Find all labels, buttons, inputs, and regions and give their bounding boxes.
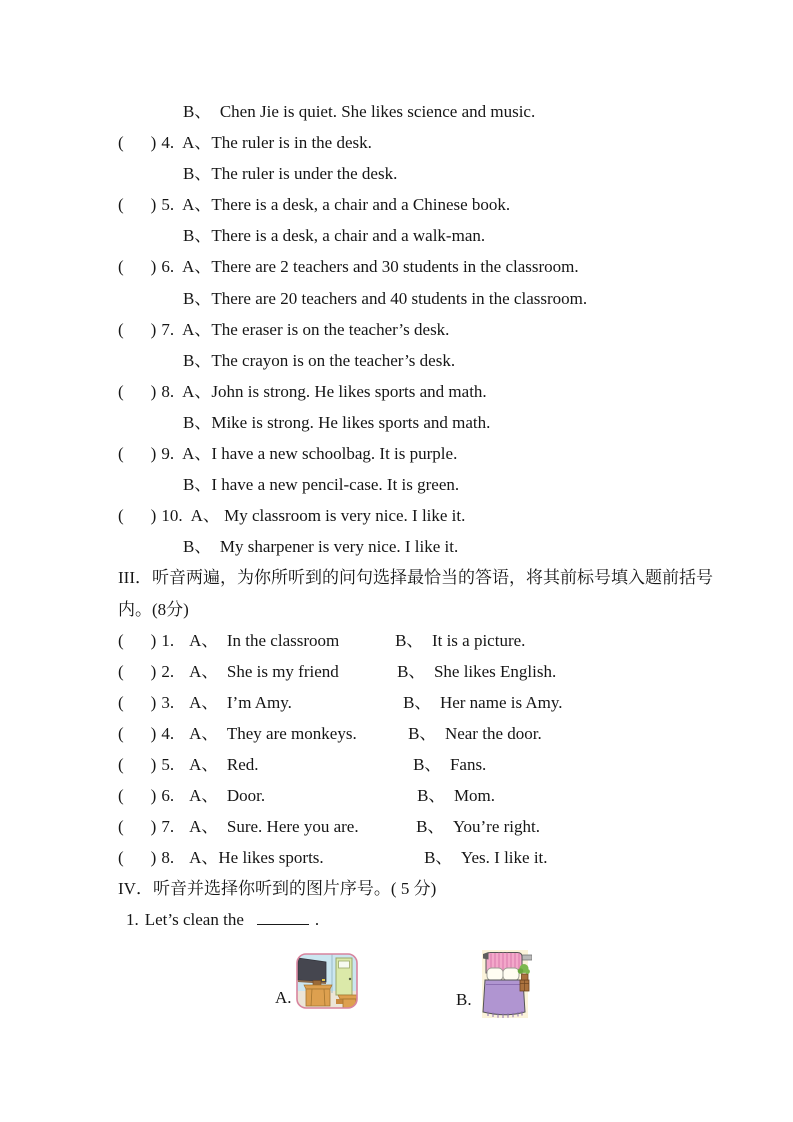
question-number: 1. bbox=[161, 630, 175, 650]
close-paren: ) bbox=[150, 848, 157, 868]
option-b-label: B、 bbox=[413, 754, 442, 774]
option-b-label: B、 bbox=[395, 630, 424, 650]
option-b-text: My sharpener is very nice. I like it. bbox=[211, 537, 459, 557]
question-number: 3. bbox=[161, 692, 175, 712]
classroom-picture bbox=[296, 953, 358, 1009]
student-desk-top bbox=[338, 995, 358, 999]
option-b-label: B、 bbox=[403, 692, 432, 712]
picture-a-label: A. bbox=[275, 987, 292, 1007]
option-b-text: I have a new pencil-case. It is green. bbox=[211, 475, 460, 495]
option-a-cell bbox=[189, 718, 408, 749]
option-a-label: A、 bbox=[189, 786, 219, 806]
picture-options-row bbox=[118, 942, 763, 1042]
question-option-b-line bbox=[118, 283, 763, 314]
option-b-label: B、 bbox=[183, 102, 212, 121]
answer-blank-line bbox=[257, 911, 309, 925]
close-paren: ) bbox=[150, 506, 157, 526]
open-paren: ( bbox=[118, 133, 124, 153]
option-b-label: B、 bbox=[183, 164, 212, 184]
option-a-label: A、 bbox=[190, 506, 220, 526]
option-b-label: B、 bbox=[424, 848, 453, 868]
open-paren: ( bbox=[118, 754, 124, 774]
open-paren: ( bbox=[118, 381, 124, 401]
option-b-label: B、 bbox=[183, 226, 212, 246]
door-handle bbox=[348, 977, 350, 979]
teacher-desk-top bbox=[304, 985, 332, 989]
open-paren: ( bbox=[118, 848, 124, 868]
question-option-a-line bbox=[118, 314, 763, 345]
option-b-text: Near the door. bbox=[436, 723, 542, 743]
option-a-cell bbox=[189, 811, 416, 842]
answer-parens bbox=[118, 444, 156, 463]
answer-parens bbox=[118, 817, 156, 836]
option-a-label: A、 bbox=[189, 848, 219, 868]
option-a-text: I’m Amy. bbox=[218, 692, 292, 712]
picture-b-label: B. bbox=[456, 989, 472, 1009]
question-number: 9. bbox=[161, 444, 175, 464]
question-row bbox=[118, 625, 763, 656]
question-number: 7. bbox=[161, 319, 175, 339]
close-paren: ) bbox=[150, 661, 157, 681]
open-paren: ( bbox=[118, 444, 124, 464]
option-b-text: Fans. bbox=[441, 754, 487, 774]
option-a-label: A、 bbox=[182, 444, 212, 464]
option-a-label: A、 bbox=[182, 319, 212, 339]
option-b-text: There is a desk, a chair and a walk-man. bbox=[211, 226, 486, 246]
question-number: 4. bbox=[161, 723, 175, 743]
answer-parens bbox=[118, 133, 156, 152]
close-paren: ) bbox=[150, 786, 157, 806]
option-b-text: It is a picture. bbox=[423, 630, 526, 650]
question-number: 1. bbox=[126, 910, 139, 930]
option-a-cell bbox=[189, 749, 413, 780]
part4-heading: IV．听音并选择你听到的图片序号。( 5 分) bbox=[118, 879, 437, 899]
option-a-label: A、 bbox=[189, 630, 219, 650]
option-b-label: B、 bbox=[183, 288, 212, 308]
close-paren: ) bbox=[150, 692, 157, 712]
option-a-text: He likes sports. bbox=[218, 848, 324, 868]
open-paren: ( bbox=[118, 195, 124, 215]
close-paren: ) bbox=[150, 444, 157, 464]
open-paren: ( bbox=[118, 257, 124, 277]
option-b-label: B、 bbox=[416, 817, 445, 837]
option-a-cell bbox=[189, 842, 424, 873]
answer-parens bbox=[118, 257, 156, 276]
question-option-b-line bbox=[118, 158, 763, 189]
answer-parens bbox=[118, 755, 156, 774]
answer-parens bbox=[118, 631, 156, 650]
option-a-text: There are 2 teachers and 30 students in the classroom. bbox=[211, 257, 579, 277]
close-paren: ) bbox=[150, 754, 157, 774]
option-a-label: A、 bbox=[189, 692, 219, 712]
chalk-eraser bbox=[322, 979, 325, 981]
close-paren: ) bbox=[150, 195, 157, 215]
question-number: 5. bbox=[161, 754, 175, 774]
question-row bbox=[118, 780, 763, 811]
option-b-label: B、 bbox=[183, 412, 212, 432]
blanket bbox=[483, 980, 525, 1018]
question-row bbox=[118, 718, 763, 749]
option-a-label: A、 bbox=[189, 754, 219, 774]
option-a-text: Red. bbox=[218, 754, 259, 774]
blackboard bbox=[298, 958, 326, 982]
question-text-period: . bbox=[314, 910, 320, 930]
pillow-right bbox=[503, 968, 519, 981]
door-window bbox=[338, 961, 349, 968]
option-b-text: Mike is strong. He likes sports and math. bbox=[211, 412, 491, 432]
wall-hook bbox=[522, 955, 532, 960]
option-b-label: B、 bbox=[397, 661, 426, 681]
question-number: 8. bbox=[161, 381, 175, 401]
open-paren: ( bbox=[118, 661, 124, 681]
answer-parens bbox=[118, 786, 156, 805]
part3-heading-line2: 内。(8分) bbox=[118, 599, 189, 619]
picture-option-a bbox=[275, 953, 358, 1009]
part3-heading-line1: III．听音两遍，为你所听到的问句选择最恰当的答语，将其前标号填入题前括号 bbox=[118, 568, 713, 588]
close-paren: ) bbox=[150, 133, 157, 153]
question-number: 5. bbox=[161, 195, 175, 215]
question-number: 8. bbox=[161, 848, 175, 868]
question-option-b-line bbox=[118, 469, 763, 500]
open-paren: ( bbox=[118, 817, 124, 837]
option-a-text: She is my friend bbox=[218, 661, 339, 681]
open-paren: ( bbox=[118, 723, 124, 743]
question-number: 2. bbox=[161, 661, 175, 681]
option-b-text: Mom. bbox=[445, 786, 496, 806]
open-paren: ( bbox=[118, 692, 124, 712]
option-a-label: A、 bbox=[182, 381, 212, 401]
close-paren: ) bbox=[150, 319, 157, 339]
option-a-text: I have a new schoolbag. It is purple. bbox=[211, 444, 458, 464]
option-b-text: There are 20 teachers and 40 students in the classroom. bbox=[211, 288, 588, 308]
answer-parens bbox=[118, 506, 156, 525]
question-number: 6. bbox=[161, 257, 175, 277]
question-row bbox=[118, 842, 763, 873]
option-a-text: John is strong. He likes sports and math. bbox=[211, 381, 487, 401]
part4-question-1 bbox=[118, 904, 763, 935]
question-number: 4. bbox=[161, 133, 175, 153]
close-paren: ) bbox=[150, 257, 157, 277]
option-b-text: Her name is Amy. bbox=[431, 692, 563, 712]
option-a-text: They are monkeys. bbox=[218, 723, 357, 743]
answer-parens bbox=[118, 848, 156, 867]
option-b-label: B、 bbox=[183, 350, 212, 370]
option-b-label: B、 bbox=[183, 537, 212, 557]
option-b-label: B、 bbox=[417, 786, 446, 806]
option-a-label: A、 bbox=[182, 257, 212, 277]
object-on-desk bbox=[313, 980, 321, 985]
close-paren: ) bbox=[150, 630, 157, 650]
close-paren: ) bbox=[150, 381, 157, 401]
question-row bbox=[118, 811, 763, 842]
answer-parens bbox=[118, 724, 156, 743]
question-option-b-line bbox=[118, 345, 763, 376]
question-row bbox=[118, 749, 763, 780]
option-b-label: B、 bbox=[408, 723, 437, 743]
open-paren: ( bbox=[118, 786, 124, 806]
question-number: 10. bbox=[161, 506, 183, 526]
question-option-a-line bbox=[118, 438, 763, 469]
answer-parens bbox=[118, 382, 156, 401]
option-b-label: B、 bbox=[183, 475, 212, 495]
question-option-b-line bbox=[118, 407, 763, 438]
option-a-text: In the classroom bbox=[218, 630, 340, 650]
part2-carryover-option-b-line bbox=[118, 96, 763, 127]
option-b-text: You’re right. bbox=[444, 817, 540, 837]
answer-parens bbox=[118, 195, 156, 214]
answer-parens bbox=[118, 662, 156, 681]
option-b-text: The crayon is on the teacher’s desk. bbox=[211, 350, 456, 370]
option-b-text: Yes. I like it. bbox=[452, 848, 548, 868]
part2-question-list bbox=[118, 127, 763, 562]
question-option-a-line bbox=[118, 127, 763, 158]
option-a-cell bbox=[189, 656, 397, 687]
question-option-a-line bbox=[118, 189, 763, 220]
part3-question-list bbox=[118, 625, 763, 874]
pillow-left bbox=[487, 968, 503, 981]
option-a-text: There is a desk, a chair and a Chinese book. bbox=[211, 195, 511, 215]
close-paren: ) bbox=[150, 723, 157, 743]
option-a-label: A、 bbox=[189, 661, 219, 681]
picture-option-b bbox=[456, 946, 532, 1022]
flower-pot bbox=[521, 974, 528, 980]
answer-parens bbox=[118, 320, 156, 339]
question-option-b-line bbox=[118, 531, 763, 562]
option-a-label: A、 bbox=[182, 133, 212, 153]
option-b-text: The ruler is under the desk. bbox=[211, 164, 398, 184]
bed-picture bbox=[480, 946, 532, 1022]
question-option-a-line bbox=[118, 500, 763, 531]
question-option-b-line bbox=[118, 220, 763, 251]
question-option-a-line bbox=[118, 251, 763, 282]
option-a-cell bbox=[189, 780, 417, 811]
question-text: Let’s clean the bbox=[144, 910, 244, 930]
option-a-label: A、 bbox=[189, 817, 219, 837]
question-row bbox=[118, 656, 763, 687]
option-b-text: She likes English. bbox=[425, 661, 557, 681]
question-number: 6. bbox=[161, 786, 175, 806]
open-paren: ( bbox=[118, 506, 124, 526]
option-a-text: Door. bbox=[218, 786, 266, 806]
option-a-text: The ruler is in the desk. bbox=[211, 133, 372, 153]
option-a-cell bbox=[189, 687, 403, 718]
open-paren: ( bbox=[118, 319, 124, 339]
question-option-a-line bbox=[118, 376, 763, 407]
option-a-text: Sure. Here you are. bbox=[218, 817, 359, 837]
option-a-label: A、 bbox=[182, 195, 212, 215]
question-number: 7. bbox=[161, 817, 175, 837]
question-row bbox=[118, 687, 763, 718]
option-b-text: Chen Jie is quiet. She likes science and music. bbox=[211, 102, 536, 121]
option-a-text: The eraser is on the teacher’s desk. bbox=[211, 319, 450, 339]
teacher-desk-front bbox=[306, 989, 330, 1006]
open-paren: ( bbox=[118, 630, 124, 650]
answer-parens bbox=[118, 693, 156, 712]
option-a-text: My classroom is very nice. I like it. bbox=[219, 506, 466, 526]
option-a-cell bbox=[189, 625, 395, 656]
option-a-label: A、 bbox=[189, 723, 219, 743]
close-paren: ) bbox=[150, 817, 157, 837]
